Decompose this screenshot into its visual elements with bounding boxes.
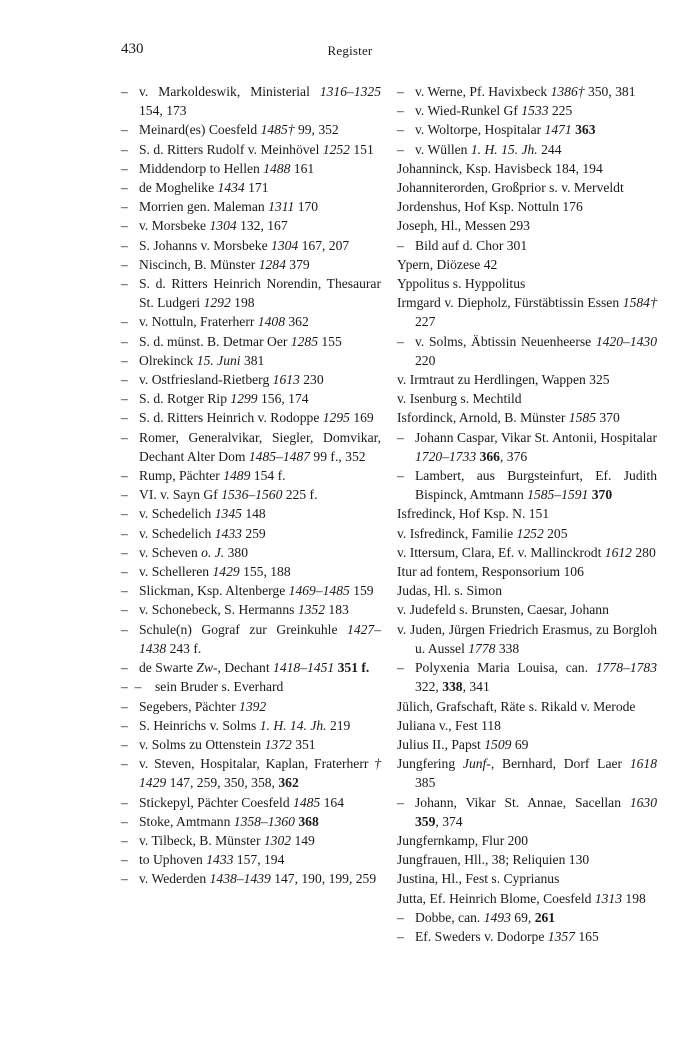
- index-entry: – v. Morsbeke 1304 132, 167: [121, 218, 288, 234]
- index-entry: – Slickman, Ksp. Altenberge 1469–1485 159: [121, 583, 374, 599]
- index-entry: – v. Solms, Äbtissin Neuenheerse 1420–1430 220: [397, 333, 657, 368]
- index-entry: – Johann, Vikar St. Annae, Sacellan 1630 359, 374: [397, 794, 657, 829]
- index-entry: – Meinard(es) Coesfeld 1485† 99, 352: [121, 122, 339, 138]
- index-entry: – Niscinch, B. Münster 1284 379: [121, 256, 310, 272]
- index-entry: – Morrien gen. Maleman 1311 170: [121, 199, 319, 215]
- index-entry: Julius II., Papst 1509 69: [397, 736, 529, 752]
- index-entry: Isfordinck, Arnold, B. Münster 1585 370: [397, 410, 620, 426]
- index-entry: – S. d. Rotger Rip 1299 156, 174: [121, 391, 309, 407]
- index-entry: Ypern, Diözese 42: [397, 256, 498, 272]
- index-entry: Johanninck, Ksp. Havisbeck 184, 194: [397, 160, 603, 176]
- index-entry: v. Juden, Jürgen Friedrich Erasmus, zu Borgloh u. Aussel 1778 338: [397, 621, 657, 656]
- index-entry: – Johann Caspar, Vikar St. Antonii, Hospitalar 1720–1733 366, 376: [397, 429, 657, 464]
- index-entry: Jutta, Ef. Heinrich Blome, Coesfeld 1313 198: [397, 890, 646, 906]
- running-head: Register: [327, 43, 373, 58]
- index-entry: – Dobbe, can. 1493 69, 261: [397, 909, 556, 925]
- index-entry: – Schule(n) Gograf zur Greinkuhle 1427–1438 243 f.: [121, 621, 381, 656]
- index-entry: Juliana v., Fest 118: [397, 717, 501, 733]
- index-entry: – v. Tilbeck, B. Münster 1302 149: [121, 832, 315, 848]
- index-column-left: [121, 82, 381, 889]
- index-entry: – v. Schedelich 1345 148: [121, 506, 266, 522]
- index-entry: – v. Nottuln, Fraterherr 1408 362: [121, 314, 309, 330]
- index-entry: – v. Schonebeck, S. Hermanns 1352 183: [121, 602, 349, 618]
- index-entry: Jülich, Grafschaft, Räte s. Rikald v. Merode: [397, 698, 636, 714]
- index-entry: – Stoke, Amtmann 1358–1360 368: [121, 813, 319, 829]
- index-entry: – S. Heinrichs v. Solms 1. H. 14. Jh. 219: [121, 717, 351, 733]
- index-entry: Jungfering Junf-, Bernhard, Dorf Laer 1618 385: [397, 756, 657, 791]
- index-entry: Irmgard v. Diepholz, Fürstäbtissin Essen 1584† 227: [397, 295, 657, 330]
- index-entry: Jungfernkamp, Flur 200: [397, 832, 529, 848]
- index-entry: – v. Woltorpe, Hospitalar 1471 363: [397, 122, 596, 138]
- index-entry: – S. d. Ritters Heinrich v. Rodoppe 1295 169: [121, 410, 374, 426]
- index-entry: – v. Schelleren 1429 155, 188: [121, 564, 291, 580]
- index-entry: v. Ittersum, Clara, Ef. v. Mallinckrodt 1612 280: [397, 544, 656, 560]
- index-entry: – de Swarte Zw-, Dechant 1418–1451 351 f.: [121, 660, 370, 676]
- index-entry: – – sein Bruder s. Everhard: [121, 679, 284, 695]
- index-entry: – v. Werne, Pf. Havixbeck 1386† 350, 381: [397, 84, 636, 99]
- index-entry: – v. Wüllen 1. H. 15. Jh. 244: [397, 141, 562, 157]
- index-entry: – Polyxenia Maria Louisa, can. 1778–1783 322, 338, 341: [397, 660, 657, 695]
- index-column-right: [397, 82, 657, 946]
- index-entry: – de Moghelike 1434 171: [121, 180, 269, 196]
- index-entry: Jungfrauen, Hll., 38; Reliquien 130: [397, 852, 590, 868]
- index-entry: – S. d. münst. B. Detmar Oer 1285 155: [121, 333, 342, 349]
- index-entry: Johanniterorden, Großprior s. v. Merveldt: [397, 180, 624, 196]
- index-entry: Justina, Hl., Fest s. Cyprianus: [397, 871, 560, 887]
- index-entry: v. Isfredinck, Familie 1252 205: [397, 525, 568, 541]
- page-number: 430: [121, 41, 144, 57]
- index-entry: Yppolitus s. Hyppolitus: [397, 276, 526, 292]
- index-entry: – v. Solms zu Ottenstein 1372 351: [121, 736, 316, 752]
- index-entry: Joseph, Hl., Messen 293: [397, 218, 530, 234]
- index-entry: – Ef. Sweders v. Dodorpe 1357 165: [397, 928, 599, 944]
- index-entry: – Romer, Generalvikar, Siegler, Domvikar, Dechant Alter Dom 1485–1487 99 f., 352: [121, 429, 381, 464]
- index-entry: – Middendorp to Hellen 1488 161: [121, 160, 315, 176]
- index-entry: – S. d. Ritters Heinrich Norendin, Thesaurar St. Ludgeri 1292 198: [121, 276, 381, 311]
- index-entry: – Bild auf d. Chor 301: [397, 237, 528, 253]
- index-entry: – to Uphoven 1433 157, 194: [121, 852, 285, 868]
- index-entry: – VI. v. Sayn Gf 1536–1560 225 f.: [121, 487, 318, 503]
- index-entry: v. Irmtraut zu Herdlingen, Wappen 325: [397, 372, 610, 388]
- index-entry: – S. Johanns v. Morsbeke 1304 167, 207: [121, 237, 350, 253]
- index-entry: – v. Steven, Hospitalar, Kaplan, Fraterherr † 1429 147, 259, 350, 358, 362: [121, 756, 381, 791]
- index-entry: – v. Wied-Runkel Gf 1533 225: [397, 103, 573, 119]
- index-entry: – Olrekinck 15. Juni 381: [121, 352, 265, 368]
- index-entry: – v. Schedelich 1433 259: [121, 525, 266, 541]
- index-entry: v. Isenburg s. Mechtild: [397, 391, 522, 407]
- index-entry: v. Judefeld s. Brunsten, Caesar, Johann: [397, 602, 609, 618]
- index-entry: – v. Ostfriesland-Rietberg 1613 230: [121, 372, 324, 388]
- index-entry: Itur ad fontem, Responsorium 106: [397, 564, 584, 580]
- index-entry: – v. Markoldeswik, Ministerial 1316–1325 154, 173: [121, 84, 381, 119]
- index-entry: Isfredinck, Hof Ksp. N. 151: [397, 506, 550, 522]
- index-entry: – Segebers, Pächter 1392: [121, 698, 267, 714]
- index-entry: Judas, Hl. s. Simon: [397, 583, 502, 599]
- index-entry: – S. d. Ritters Rudolf v. Meinhövel 1252 151: [121, 141, 374, 157]
- index-entry: – Lambert, aus Burgsteinfurt, Ef. Judith Bispinck, Amtmann 1585–1591 370: [397, 468, 657, 503]
- index-entry: Jordenshus, Hof Ksp. Nottuln 176: [397, 199, 583, 215]
- index-entry: – Rump, Pächter 1489 154 f.: [121, 468, 286, 484]
- index-entry: – Stickepyl, Pächter Coesfeld 1485 164: [121, 794, 345, 810]
- index-entry: – v. Scheven o. J. 380: [121, 544, 248, 560]
- index-entry: – v. Wederden 1438–1439 147, 190, 199, 259: [121, 871, 377, 887]
